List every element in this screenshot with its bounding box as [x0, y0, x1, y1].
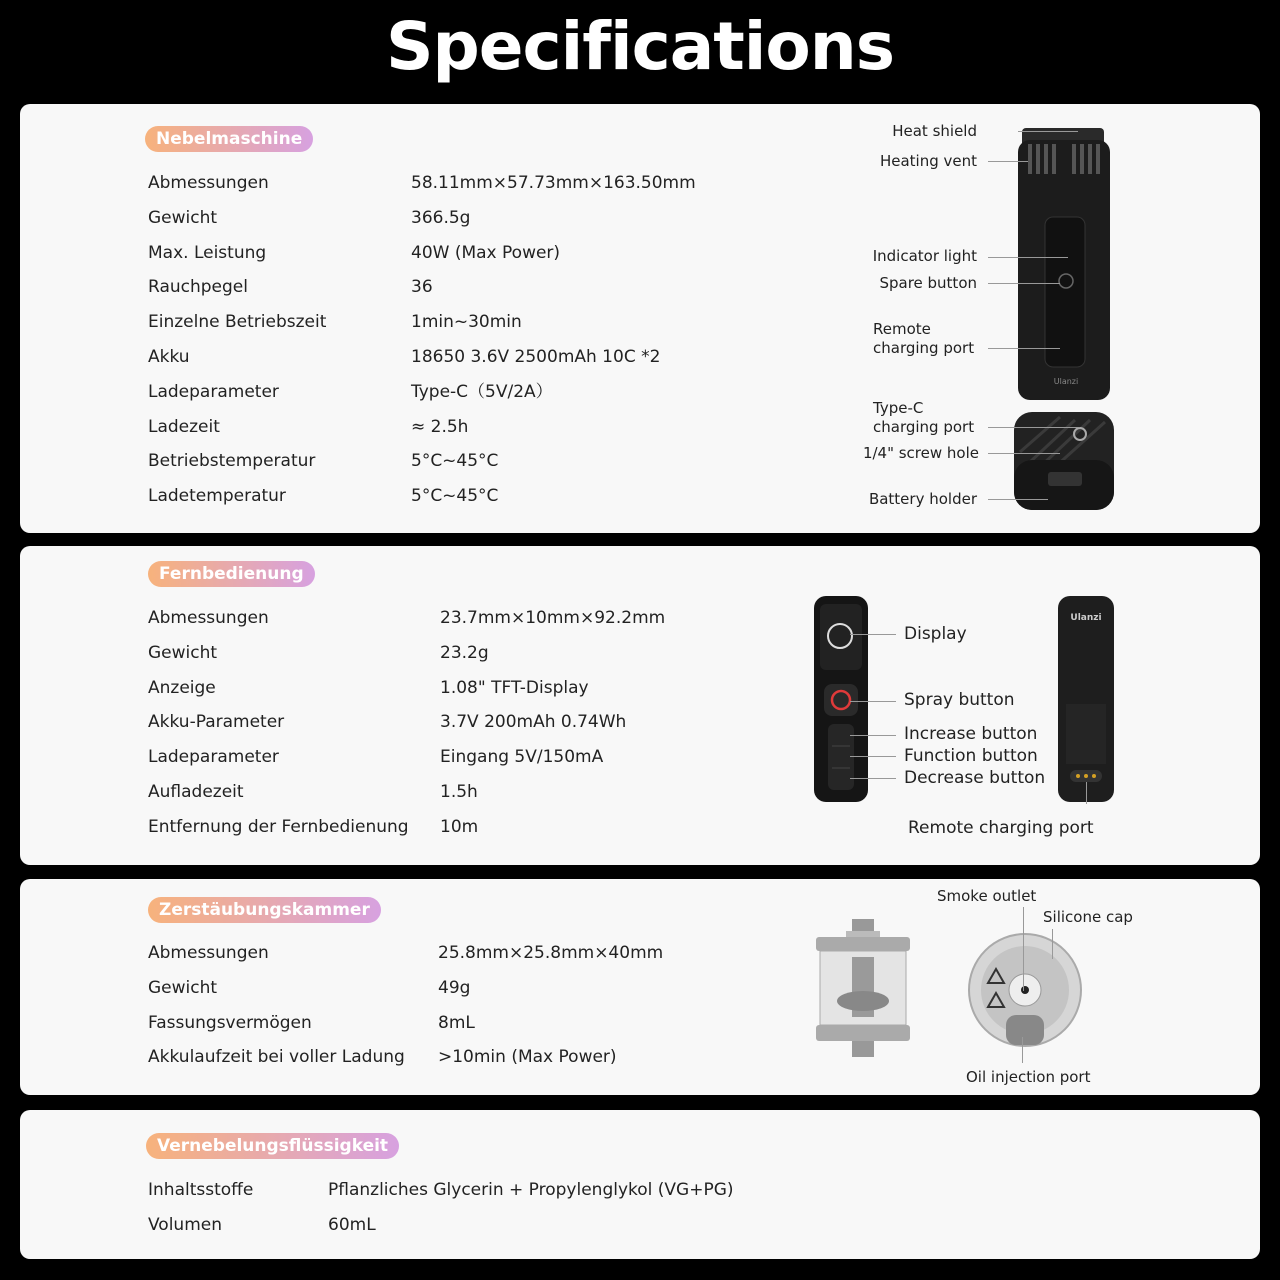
- spec-row: [148, 380, 798, 404]
- spec-value: ≈ 2.5h: [411, 416, 469, 437]
- leader-line: [850, 756, 896, 757]
- leader-line: [988, 499, 1048, 500]
- battery-holder-label: Battery holder: [868, 490, 977, 508]
- spec-value: 40W (Max Power): [411, 242, 561, 263]
- leader-line: [850, 735, 896, 736]
- spec-row: [148, 676, 798, 700]
- spec-row: [148, 1011, 798, 1035]
- spec-row: [148, 780, 798, 804]
- spec-value: 49g: [438, 977, 471, 998]
- spec-value: 1.08" TFT-Display: [440, 677, 589, 698]
- spec-key: Gewicht: [148, 642, 218, 663]
- spec-key: Volumen: [148, 1214, 223, 1235]
- spec-row: [148, 171, 798, 195]
- spec-key: Rauchpegel: [148, 277, 248, 298]
- spec-key: Akku-Parameter: [148, 712, 285, 733]
- leader-line: [850, 701, 896, 702]
- remote-charging-port-label-2: charging port: [873, 339, 975, 357]
- remote-back-image: [1056, 594, 1116, 804]
- screw-hole-label: 1/4" screw hole: [862, 444, 979, 462]
- atomizer-image: [812, 917, 912, 1062]
- indicator-light-label: Indicator light: [872, 247, 977, 265]
- spec-value: >10min (Max Power): [438, 1047, 617, 1068]
- leader-line: [988, 283, 1060, 284]
- spec-key: Akku: [148, 347, 190, 367]
- spec-value: 25.8mm×25.8mm×40mm: [438, 943, 664, 963]
- spec-row: [148, 1213, 798, 1237]
- atomizer-top-image: [966, 931, 1084, 1049]
- atomizer-card: [20, 879, 1260, 1095]
- spec-key: Anzeige: [148, 677, 216, 698]
- leader-line: [850, 778, 896, 779]
- spec-key: Aufladezeit: [148, 782, 244, 802]
- spec-key: Ladezeit: [148, 416, 220, 437]
- section-badge: Zerstäubungskammer: [148, 897, 381, 923]
- spec-row: [148, 449, 798, 473]
- leader-line: [1086, 782, 1087, 804]
- spec-row: [148, 815, 798, 839]
- spec-value: Pflanzliches Glycerin + Propylenglykol (VG+PG): [328, 1180, 734, 1200]
- spec-key: Ladeparameter: [148, 381, 279, 402]
- remote-card: [20, 546, 1260, 865]
- remote-charging-port-label: Remote: [873, 320, 931, 338]
- spec-key: Gewicht: [148, 207, 218, 228]
- spec-key: Abmessungen: [148, 943, 269, 963]
- remote-front-image: [812, 594, 870, 804]
- oil-injection-port-label: Oil injection port: [966, 1068, 1091, 1086]
- spec-value: 60mL: [328, 1214, 376, 1235]
- spec-value: 3.7V 200mAh 0.74Wh: [440, 712, 627, 733]
- decrease-button-label: Decrease button: [904, 768, 1046, 788]
- leader-line: [988, 427, 1080, 428]
- leader-line: [988, 161, 1028, 162]
- leader-line: [988, 348, 1060, 349]
- spec-row: [148, 310, 798, 334]
- spec-row: [148, 941, 798, 965]
- spec-value: 23.2g: [440, 642, 489, 663]
- leader-line: [1022, 1037, 1023, 1063]
- spec-key: Ladetemperatur: [148, 486, 286, 507]
- typec-port-label-2: charging port: [873, 418, 975, 436]
- device-brand: Ulanzi: [1070, 613, 1102, 623]
- spec-row: [148, 710, 798, 734]
- page-title: Specifications: [385, 8, 895, 85]
- spec-key: Betriebstemperatur: [148, 451, 316, 472]
- fog-machine-card: [20, 104, 1260, 533]
- section-badge: Vernebelungsflüssigkeit: [146, 1133, 399, 1159]
- leader-line: [850, 634, 896, 635]
- spec-value: Type-C（5V/2A）: [411, 381, 553, 402]
- spec-value: 58.11mm×57.73mm×163.50mm: [411, 173, 696, 193]
- leader-line: [1018, 131, 1078, 132]
- leader-line: [1023, 907, 1024, 991]
- spec-value: 18650 3.6V 2500mAh 10C *2: [411, 347, 661, 367]
- spec-row: [148, 1045, 798, 1069]
- spec-key: Fassungsvermögen: [148, 1012, 312, 1033]
- spec-row: [148, 206, 798, 230]
- spec-row: [148, 415, 798, 439]
- leader-line: [1052, 929, 1053, 959]
- section-badge: Nebelmaschine: [145, 126, 313, 152]
- increase-button-label: Increase button: [904, 724, 1038, 744]
- spec-value: 8mL: [438, 1012, 475, 1033]
- leader-line: [988, 257, 1068, 258]
- spec-value: 1.5h: [440, 782, 478, 802]
- spec-key: Abmessungen: [148, 173, 269, 193]
- fluid-card: [20, 1110, 1260, 1259]
- smoke-outlet-label: Smoke outlet: [937, 887, 1037, 905]
- spare-button-label: Spare button: [879, 274, 977, 292]
- spec-value: Eingang 5V/150mA: [440, 747, 604, 768]
- heat-shield-label: Heat shield: [892, 122, 977, 140]
- spec-value: 5°C~45°C: [411, 486, 499, 507]
- spec-key: Akkulaufzeit bei voller Ladung: [148, 1047, 405, 1068]
- spec-row: [148, 641, 798, 665]
- spec-row: [148, 1178, 798, 1202]
- spec-key: Max. Leistung: [148, 242, 267, 263]
- spec-key: Inhaltsstoffe: [148, 1180, 254, 1200]
- leader-line: [988, 453, 1060, 454]
- spec-value: 10m: [440, 816, 479, 837]
- spec-key: Gewicht: [148, 977, 218, 998]
- spec-value: 23.7mm×10mm×92.2mm: [440, 608, 666, 628]
- spec-key: Entfernung der Fernbedienung: [148, 816, 409, 837]
- spec-value: 36: [411, 277, 433, 298]
- display-label: Display: [904, 624, 967, 644]
- heating-vent-label: Heating vent: [879, 152, 977, 170]
- spec-row: [148, 484, 798, 508]
- spec-value: 366.5g: [411, 207, 471, 228]
- spec-row: [148, 275, 798, 299]
- spec-value: 1min~30min: [411, 312, 522, 333]
- spec-key: Abmessungen: [148, 608, 269, 628]
- typec-port-label: Type-C: [873, 399, 924, 417]
- remote-charging-port-label: Remote charging port: [908, 818, 1094, 838]
- spec-row: [148, 345, 798, 369]
- silicone-cap-label: Silicone cap: [1043, 908, 1133, 926]
- spec-key: Einzelne Betriebszeit: [148, 312, 327, 333]
- spec-value: 5°C~45°C: [411, 451, 499, 472]
- spec-row: [148, 606, 798, 630]
- spec-key: Ladeparameter: [148, 747, 279, 768]
- device-brand: Ulanzi: [1053, 377, 1079, 386]
- fog-machine-image: [1010, 122, 1120, 522]
- spec-row: [148, 745, 798, 769]
- spec-row: [148, 241, 798, 265]
- function-button-label: Function button: [904, 746, 1038, 766]
- spec-row: [148, 976, 798, 1000]
- spray-button-label: Spray button: [904, 690, 1015, 710]
- section-badge: Fernbedienung: [148, 561, 315, 587]
